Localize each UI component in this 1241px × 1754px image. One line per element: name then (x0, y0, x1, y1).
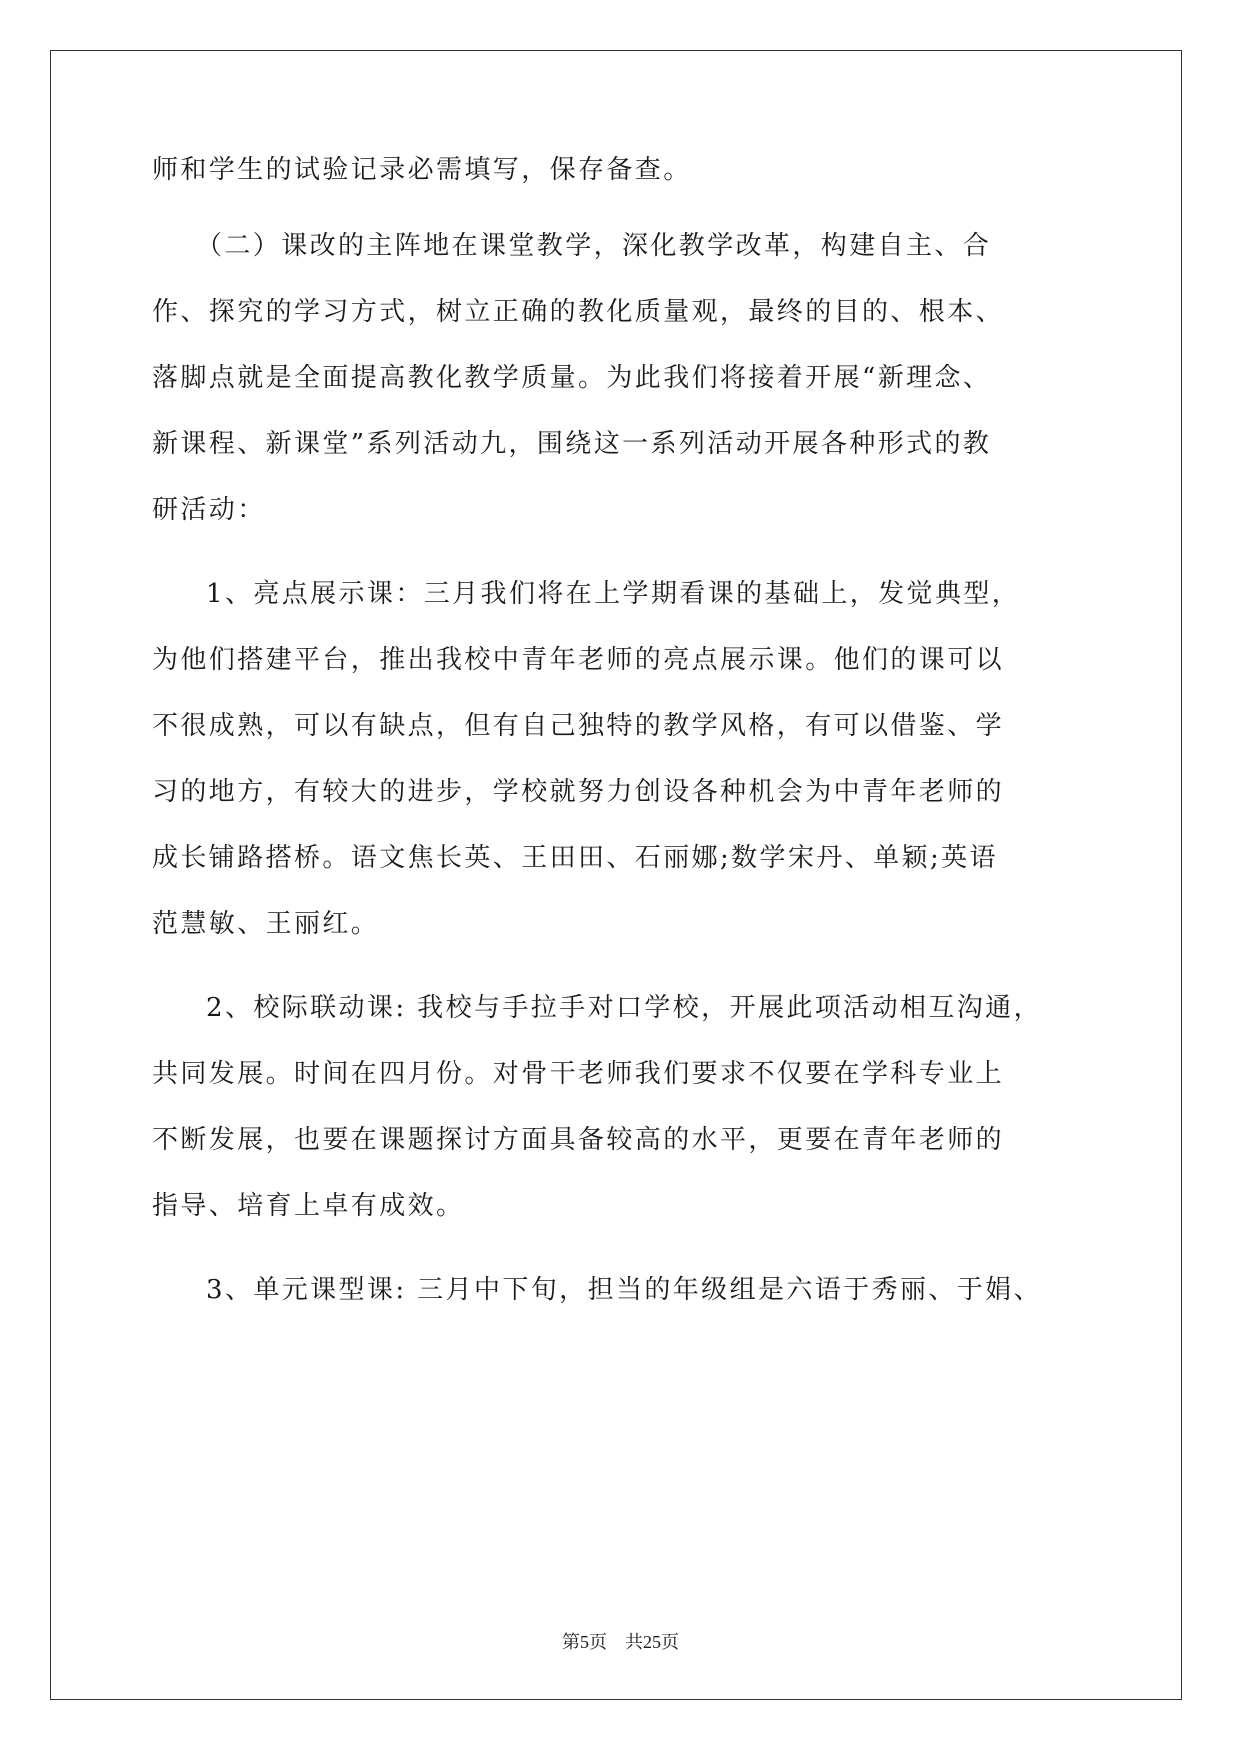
text-line: 研活动： (152, 495, 266, 525)
text-line: 师和学生的试验记录必需填写，保存备查。 (152, 155, 692, 185)
text-line: 共同发展。时间在四月份。对骨干老师我们要求不仅要在学科专业上 (152, 1059, 1005, 1089)
text-line: 成长铺路搭桥。语文焦长英、王田田、石丽娜;数学宋丹、单颖;英语 (152, 843, 998, 873)
paragraph-first-line: 3、单元课型课: 三月中下旬，担当的年级组是六语于秀丽、于娟、 (206, 1275, 1042, 1305)
page-mid: 页 共 (589, 1632, 643, 1653)
paragraph-first-line: （二）课改的主阵地在课堂教学，深化教学改革，构建自主、合 (196, 231, 992, 261)
text-line: 不断发展，也要在课题探讨方面具备较高的水平，更要在青年老师的 (152, 1125, 1005, 1155)
page-number: 5 (580, 1632, 589, 1652)
page-suffix: 页 (661, 1632, 679, 1653)
paragraph-first-line: 1、亮点展示课：三月我们将在上学期看课的基础上，发觉典型， (206, 579, 1021, 609)
text-line: 为他们搭建平台，推出我校中青年老师的亮点展示课。他们的课可以 (152, 645, 1005, 675)
text-line: 不很成熟，可以有缺点，但有自己独特的教学风格，有可以借鉴、学 (152, 711, 1005, 741)
paragraph-first-line: 2、校际联动课: 我校与手拉手对口学校，开展此项活动相互沟通， (206, 993, 1042, 1023)
page-footer (0, 1630, 1241, 1655)
text-line: 落脚点就是全面提高教化教学质量。为此我们将接着开展“新理念、 (152, 363, 992, 393)
text-line: 范慧敏、王丽红。 (152, 909, 380, 939)
text-line: 指导、培育上卓有成效。 (152, 1191, 465, 1221)
page-prefix: 第 (562, 1632, 580, 1653)
total-pages: 25 (643, 1632, 661, 1652)
text-line: 习的地方，有较大的进步，学校就努力创设各种机会为中青年老师的 (152, 777, 1005, 807)
text-line: 作、探究的学习方式，树立正确的教化质量观，最终的目的、根本、 (152, 297, 1005, 327)
text-line: 新课程、新课堂”系列活动九，围绕这一系列活动开展各种形式的教 (152, 429, 992, 459)
